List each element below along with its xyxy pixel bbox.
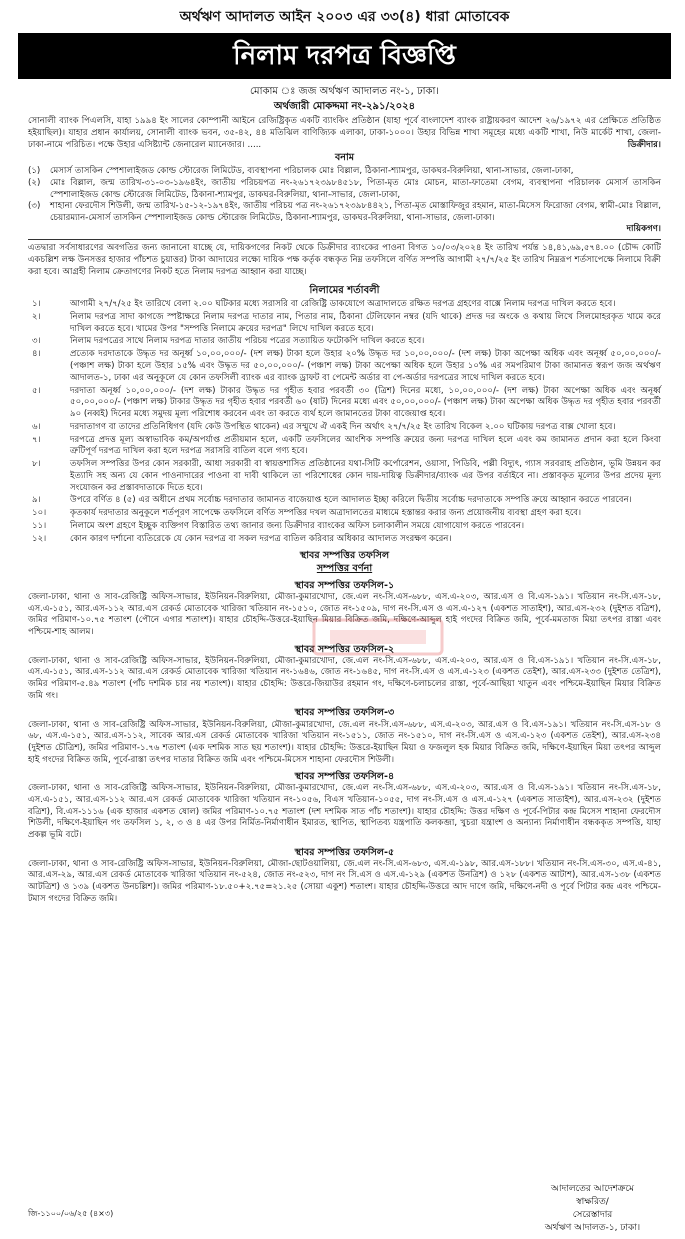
- defendant-number: (২): [28, 177, 41, 188]
- condition-text: তফসিল সম্পত্তির উপর কোন সরকারী, আধা সরকারী বা স্বায়ত্তশাসিত প্রতিষ্ঠানের যথা-সিটি কর্পোরেশন, ওয়াসা, পিডিবি, পল্লী বিদ্যুৎ, গ্যাস সরবরাহ প্রতিষ্ঠান, ভূমি উন্নয়ন কর ইত্যাদি সহ অন্য যে কোন পাওনাদারের পাওনা বা দাবী থাকিলে তা পরিশোধের কোন দায়-দায়িত্ব ডিক্রীদার/ব্যাংক এর উপর বর্তাইবে না। প্রস্তাবকৃত মূল্যের উপর প্রদেয় মূল্য সংযোজন কর প্রস্তাবদাতাকে দিতে হবে।: [70, 459, 661, 493]
- signature-line: স্বাক্ষরিত/: [576, 1197, 609, 1208]
- condition-text: আগামী ২৭/৭/২৫ ইং তারিখে বেলা ২.০০ ঘটিকার মধ্যে সরাসরি বা রেজিষ্ট্রি ডাকযোগে অত্রাদালতে রক্ষিত দরপত্র গ্রহণের বাক্সে নিলাম দরপত্র দাখিল করতে হবে।: [70, 298, 616, 309]
- defendant-item: [28, 166, 661, 178]
- condition-number: ১।: [32, 298, 41, 309]
- signature-block: [520, 1183, 665, 1235]
- condition-number: ৩।: [32, 336, 41, 347]
- condition-text: কৃতকার্য দরদাতার অনুকূলে শর্তপূরণ সাপেক্ষে তফসিলে বর্ণিত সম্পত্তির দখল অত্রাদালতের মাধ্যমে হস্তান্তর করার জন্য প্রয়োজনীয় ব্যবস্থা গ্রহণ করা হবে।: [70, 508, 582, 519]
- condition-number: ৬।: [32, 421, 41, 432]
- conditions-list: [28, 299, 661, 546]
- schedule-text: জেলা-ঢাকা, থানা ও সাব-রেজিষ্ট্রি অফিস-সাভার, ইউনিয়ন-বিরুলিয়া, মৌজা-কুমারখোদা, জে.এল নং-সি.এস-৬৮৮, এস.এ-২০৩, আর.এস ও বি.এস-১৯১। খতিয়ান নং-সি.এস-১৮, এস.এ-১৫১, আর.এস-১১২ আর.এস রেকর্ড মোতাবেক খারিজা খতিয়ান নং-১৬৪৬, জোত নং-১৬৪৫, দাগ নং-সি.এস ও এস.এ-১২৩ (একশত তেইশ), আর.এস-২৩৩ (দুইশত তেত্রিশ), জমির পরিমাণ-৫.৪৯ শতাংশ (পাঁচ দশমিক চার নয় শতাংশ)। যাহার চৌহদ্দি: উত্তরে-জিয়াউর রহমান গং, দক্ষিণে-চলাচলের রাস্তা, পূর্বে-আছিয়া খাতুন এবং পশ্চিমে-ইয়াছিন মিয়ার বিক্রিত জমি গং।: [28, 655, 661, 701]
- defendant-text: শাহানা ফেরদৌস শিউলী, জন্ম তারিখ-১৫-১২-১৯৭৪ইং, জাতীয় পরিচয় পত্র নং-২৬১৭২৩৯৮৪৪২১, পিতা-মৃত মোস্তাফিজুর রহমান, মাতা-মিসেস ফিরোজা বেগম, স্বামী-মোঃ বিল্লাল, চেয়ারম্যান-মেসার্স তাসকিন স্পেশালাইজড কোল্ড স্টোরেজ লিমিটেড, ঠিকানা-শ্যামপুর, ডাকঘর-বিরুলিয়া, থানা-সাভার, জেলা-ঢাকা।: [50, 201, 662, 223]
- condition-text: উপরে বর্ণিত ৪ (৫) এর অধীনে প্রথম সর্বোচ্চ দরদাতার জামানত বাজেয়াপ্ত হলে আদালত ইচ্ছা করিলে দ্বিতীয় সর্বোচ্চ দরদাতাকে সম্পত্তি ক্রয়ে আহ্বান করতে পারবেন।: [70, 495, 632, 506]
- condition-text: নিলাম দরপত্র সাদা কাগজে স্পষ্টাক্ষরে নিলাম দরপত্র দাতার নাম, পিতার নাম, ঠিকানা টেলিফোন নম্বর (যদি থাকে) প্রদত্ত দর অংকে ও কথায় লিখে সিলমোহরকৃত খামে করে দাখিল করতে হবে। খামের উপর "সম্পত্তি নিলামে ক্রয়ের দরপত্র" লিখে দাখিল করতে হবে।: [70, 311, 661, 334]
- condition-item: [28, 336, 661, 348]
- condition-number: ১২।: [32, 534, 47, 545]
- schedule-text: জেলা-ঢাকা, থানা ও সাব-রেজিষ্ট্রি অফিস-সাভার, ইউনিয়ন-বিরুলিয়া, মৌজা-কুমারখোদা, জে.এল নং-সি.এস-৬৮৮, এস.এ-২০৩, আর.এস ও বি.এস-১৯১। খতিয়ান নং-সি.এস-১৮, এস.এ-১৫১, আর.এস-১১২ আর.এস রেকর্ড মোতাবেক খারিজা খতিয়ান নং-১৫১০, জোত নং-১৫০৯, দাগ নং-সি.এস ও এস.এ-১২৭ (একশত সাতাইশ), আর.এস-২৩২ (দুইশত বত্রিশ), জমির পরিমাণ-১০.৭৫ শতাংশ (পৌনে এগার শতাংশ)। যাহার চৌহদ্দি-উত্তরে-ইয়াছিন মিয়ার বিক্রিত জমি, দক্ষিণে-আব্দুল হাই গংদের বিক্রিত জমি, পূর্বে-মমতাজ মিয়া তৎপর রাস্তা এবং পশ্চিমে-শাহ আলম।: [28, 591, 661, 637]
- condition-text: দরদাতা অনূর্ধ্ব ১০,০০,০০০/- (দশ লক্ষ) টাকার উদ্ধৃত দর গৃহীত হবার পরবর্তী ৩০ (ত্রিশ) দিনের মধ্যে, ১০,০০,০০০/- (দশ লক্ষ) টাকা অপেক্ষা অধিক এবং অনূর্ধ্ব ৫০,০০,০০০/- (পঞ্চাশ লক্ষ) টাকার উদ্ধৃত দর গৃহীত হবার পরবর্তী ৬০ (ষাট) দিনের মধ্যে এবং ৫০,০০,০০০/- (পঞ্চাশ লক্ষ) টাকা অপেক্ষা অধিক উদ্ধৃত দর গৃহীত হবার পরবর্তী ৯০ (নব্বই) দিনের মধ্যে সমুদয় মূল্য পরিশোধ করবেন এবং তা করতে ব্যর্থ হলে জামানতের টাকা বাজেয়াপ্ত হবে।: [70, 385, 661, 419]
- schedule-text: জেলা-ঢাকা, থানা ও সাব-রেজিষ্ট্রি অফিস-সাভার, ইউনিয়ন-বিরুলিয়া, মৌজা-ছোটওয়ালিয়া, জে.এল নং-সি.এস-৬৮৩, এস.এ-১৯৮, আর.এস-১৮৮। খতিয়ান নং-সি.এস-৩০, এস.এ-৪১, আর.এস-২৯, আর.এস রেকর্ড মোতাবেক খারিজা খতিয়ান নং-৫২৪, জোত নং-৫২৩, দাগ নং সি.এস ও এস.এ-১২৯ (একশত উনত্রিশ) ও ১২৮ (একশত আটাশ), আর.এস-১৩৮ (একশত আটত্রিশ) ও ১৩৯ (একশত উনচল্লিশ)। জমির পরিমাণ-১৮.৫০+২.৭৫=২১.২৫ (সোয়া একুশ) শতাংশ। যাহার চৌহদ্দি-উত্তরে আদ দাগে জমি, দক্ষিণে-নদী ও পূর্বে পিটার কন্দ্র এবং পশ্চিমে-টমাস গংদের বিক্রিত জমি।: [28, 858, 661, 904]
- schedule-block: [28, 846, 661, 906]
- schedule-heading: স্থাবর সম্পত্তির তফসিল: [299, 549, 390, 561]
- case-number: অর্থজারী মোকদ্দমা নং-২৯১/২০২৪: [273, 100, 416, 112]
- plaintiff-paragraph: [28, 116, 661, 151]
- condition-item: [28, 386, 661, 421]
- condition-item: [28, 349, 661, 384]
- condition-item: [28, 422, 661, 434]
- condition-text: দরপত্রে প্রদত্ত মূল্য অস্বাভাবিক কম/অপর্যাপ্ত প্রতীয়মান হলে, একটি তফসিলের আংশিক সম্পত্তি ক্রয়ের জন্য দরপত্র দাখিল হলে এবং কম জামানত প্রদান করা হলে কিংবা ত্রুটিপূর্ণ দরপত্র দাখিল করা হলে দরপত্র সরাসরি বাতিল বলে গণ্য হবে।: [70, 434, 661, 457]
- condition-item: [28, 495, 661, 507]
- footer-code: জি-১১০০/০৬/২৫ (৪×৩): [28, 1209, 114, 1218]
- page-title: নিলাম দরপত্র বিজ্ঞপ্তি: [18, 33, 671, 79]
- condition-number: ৪।: [32, 349, 41, 360]
- plaintiff-tag: ডিক্রীদার।: [627, 139, 661, 150]
- signature-line: অর্থঋণ আদালত-১, ঢাকা।: [544, 1223, 641, 1234]
- schedule-title: স্থাবর সম্পত্তির তফসিল-৫: [294, 846, 395, 858]
- condition-number: ৫।: [32, 385, 41, 396]
- condition-number: ২।: [32, 311, 41, 322]
- notice-paragraph: এতদ্বারা সর্বসাধারণের অবগতির জন্য জানানো যাচ্ছে যে, দায়িকগণের নিকট থেকে ডিক্রীদার ব্যাংকের পাওনা বিগত ১০/০৩/২০২৪ ইং তারিখ পর্যন্ত ১৪,৪১,৬৯,৫৭৪.০০ (চৌদ্দ কোটি একচল্লিশ লক্ষ উনসত্তর হাজার পাঁচশত চুয়াত্তর) টাকা আদায়ের লক্ষ্যে দায়িক পক্ষ কর্তৃক বন্ধকৃত নিম্ন তফসিলে বর্ণিত সম্পত্তি আগামী ২৭/৭/২৫ ইং তারিখ নিম্নরূপ শর্তসাপেক্ষে নিলামে বিক্রী করা হবে। আগ্রহী নিলাম ক্রেতাগণের নিকট হতে নিলাম দরপত্র আহ্বান করা যাচ্ছে।: [28, 243, 661, 277]
- condition-item: [28, 459, 661, 494]
- condition-number: ৮।: [32, 459, 41, 470]
- schedule-block: [28, 706, 661, 766]
- defendant-item: [28, 178, 661, 201]
- signature-line: সেরেস্তাদার: [572, 1210, 613, 1221]
- condition-text: কোন কারণ দর্শানো ব্যতিরেকে যে কোন দরপত্র বা সকল দরপত্র বাতিল করিবার অধিকার আদালত সংরক্ষণ করেন।: [70, 534, 452, 545]
- signature-line: আদালতের আদেশক্রমে: [550, 1184, 635, 1194]
- defendant-number: (১): [28, 166, 41, 177]
- schedule-title: স্থাবর সম্পত্তির তফসিল-২: [294, 643, 395, 655]
- condition-item: [28, 534, 661, 546]
- condition-item: [28, 521, 661, 533]
- condition-text: নিলাম দরপত্রের সাথে নিলাম দরপত্র দাতার জাতীয় পরিচয় পত্রের সত্যায়িত ফটোকপি দাখিল করতে হবে।: [70, 336, 425, 347]
- schedule-text: জেলা-ঢাকা, থানা ও সাব-রেজিষ্ট্রি অফিস-সাভার, ইউনিয়ন-বিরুলিয়া, মৌজা-কুমারখোদা, জে.এল নং-সি.এস-৬৮৮, এস.এ-২০৩, আর.এস ও বি.এস-১৯১। খতিয়ান নং-সি.এস-১৮, এস.এ-১৫১, আর.এস-১১২ আর.এস রেকর্ড মোতাবেক খারিজা খতিয়ান নং-১০৫৬, বিএস খতিয়ান-১০৫৫, দাগ নং-সি.এস ও এস.এ-১২৭ (একশত সাতাইশ), আর.এস-২৩২ (দুইশত বত্রিশ), বি.এস-১১১৬ (এক হাজার একশত ষোল) জমির পরিমাণ-১০.৭৫ শতাংশ (দশ দশমিক সাত পাঁচ শতাংশ)। যাহার চৌহদ্দি: উত্তর দক্ষিণ ও পূর্বে-পিটার কন্দ্র মিসেস শাহানা ফেরদৌস শিউলী, দক্ষিণে-ইয়াছিন গং তফসিল ১, ২, ৩ ও ৪ এর উপর নির্মিত-নির্মাণাধীন ইমারত, স্থাপিত, স্থাপিতব্য যন্ত্রপাতি কলকব্জা, খুচরা যন্ত্রাংশ ও অন্যান্য নির্মাণাধীন বন্ধককৃত সম্পত্তি, যাহা প্রকল্প ভূমি বটে।: [28, 783, 661, 841]
- defendant-number: (৩): [28, 201, 41, 212]
- schedule-title: স্থাবর সম্পত্তির তফসিল-৪: [294, 771, 395, 783]
- condition-text: নিলামে অংশ গ্রহণে ইচ্ছুক ব্যক্তিগণ বিস্তারিত তথ্য জানার জন্য ডিক্রীদার ব্যাংকের অফিস চলাকালীন সময়ে যোগাযোগ করতে পারবেন।: [70, 521, 525, 532]
- law-reference: অর্থঋণ আদালত আইন ২০০৩ এর ৩৩(৪) ধারা মোতাবেক: [179, 9, 510, 25]
- condition-item: [28, 312, 661, 335]
- condition-item: [28, 435, 661, 458]
- schedule-block: [28, 770, 661, 841]
- condition-item: [28, 299, 661, 311]
- defendant-text: মেসার্স তাসকিন স্পেশালাইজড কোল্ড স্টোরেজ লিমিটেড, ব্যবস্থাপনা পরিচালক মোঃ বিল্লাল, ঠিকানা-শ্যামপুর, ডাকঘর-বিরুলিয়া, থানা-সাভার, জেলা-ঢাকা,: [50, 166, 574, 177]
- schedule-text: জেলা-ঢাকা, থানা ও সাব-রেজিষ্ট্রি অফিস-সাভার, ইউনিয়ন-বিরুলিয়া, মৌজা-কুমারখোদা, জে.এল নং-সি.এস-৬৮৮, এস.এ-২০৩, আর.এস ও বি.এস-১৯১। খতিয়ান নং-সি.এস-১৮ ও ৬৮, এস.এ-১৫১, আর.এস-১১২, সাবেক আর.এস রেকর্ড মোতাবেক খারিজা খতিয়ান নং-১৫১১, জোত নং-১৫১০, দাগ নং-সি.এস ও এস.এ-১২৩ (একশত তেইশ), আর.এস-২৩৪ (দুইশত চৌত্রিশ), জমির পরিমাণ-১.৭৬ শতাংশ (এক দশমিক সাত ছয় শতাংশ)। যাহার চৌহদ্দি: উত্তরে-ইয়াছিন মিয়া ও ফজলুল হক মিয়ার বিক্রিত জমি, দক্ষিণে-ইয়াছিন মিয়া তৎপর আব্দুল হাই গংদের বিক্রিত জমি, পূর্বে-রাস্তা তৎপর দাতার বিক্রিত জমি এবং পশ্চিমে-মিসেস শাহানা ফেরদৌস শিউলী।: [28, 719, 661, 765]
- condition-text: দরদাতাগণ বা তাদের প্রতিনিধিগণ (যদি কেউ উপস্থিত থাকেন) এর সম্মুখে ঐ একই দিন অর্থাৎ ২৭/৭/২৫ ইং তারিখ বিকেল ২.০০ ঘটিকায় দরপত্র বাক্স খোলা হবে।: [70, 421, 616, 432]
- condition-number: ১০।: [32, 508, 47, 519]
- schedule-title: স্থাবর সম্পত্তির তফসিল-৩: [294, 707, 395, 719]
- court-name: মোকাম ঃ জজ অর্থঋণ আদালত নং-১, ঢাকা।: [249, 86, 439, 98]
- defendant-list: [28, 166, 661, 224]
- schedule-subheading: সম্পত্তির বর্ণনা: [316, 562, 373, 574]
- plaintiff-text: সোনালী ব্যাংক পিএলসি, যাহা ১৯৯৪ ইং সালের কোম্পানী আইনে রেজিষ্ট্রিকৃত একটি ব্যাংকিং প্রতিষ্ঠান (যাহা পূর্বে বাংলাদেশ ব্যাংক রাষ্ট্রায়করণ আদেশ ২৬/১৯৭২ এর প্রেক্ষিতে প্রতিষ্ঠিত হইয়াছিল)। যাহার প্রধান কার্যালয়, সোনালী ব্যাংক ভবন, ৩৫-৪২, ৪৪ মতিঝিল বাণিজ্যিক এলাকা, ঢাকা-১০০০। উহার বিভিন্ন শাখা সমূহের মধ্যে একটি শাখা, নিউ মার্কেট শাখা, জেলা-ঢাকা-নামে পরিচিত। পক্ষে উহার এসিষ্ট্যান্ট জেনারেল ম্যানেজার। .....: [28, 116, 661, 150]
- condition-number: ৭।: [32, 434, 41, 445]
- condition-number: ১১।: [32, 521, 47, 532]
- schedule-title: স্থাবর সম্পত্তির তফসিল-১: [294, 579, 395, 591]
- defendant-item: [28, 201, 661, 224]
- conditions-title: নিলামের শর্তাবলী: [309, 285, 380, 297]
- defendants-tag: দায়িকগণ।: [626, 223, 661, 234]
- condition-text: প্রত্যেক দরদাতাকে উদ্ধৃত দর অনূর্ধ্ব ১০,০০,০০০/- (দশ লক্ষ) টাকা হলে উহার ২০% উদ্ধৃত দর ১০,০০,০০০/- (দশ লক্ষ) টাকা অপেক্ষা অধিক এবং অনূর্ধ্ব ৫০,০০,০০০/- (পঞ্চাশ লক্ষ) টাকা হলে উহার ১৫% এবং উদ্ধৃত দর ৫০,০০,০০০/- (পঞ্চাশ লক্ষ) টাকা অপেক্ষা অধিক হলে উহার ১০% এর সমপরিমাণ টাকা জামানত স্বরূপ জজ অর্থঋণ আদালত-১, ঢাকা এর অনুকূলে যে কোন তফসিলী ব্যাংক এর ব্যাংক ড্রাফট বা পেমেন্ট অর্ডার বা পে-অর্ডার দরপত্রের সাথে দাখিল করতে হবে।: [70, 349, 661, 383]
- divider: [28, 239, 661, 240]
- defendant-text: মোঃ বিল্লাল, জন্ম তারিখ-৩১-০৩-১৯৬৪ইং, জাতীয় পরিচয়পত্র নং-২৬১৭২৩৯৮৪৫১৮, পিতা-মৃত মোঃ মোচন, মাতা-ফাতেমা বেগম, ব্যবস্থাপনা পরিচালক মেসার্স তাসকিন স্পেশালাইজড কোল্ড স্টোরেজ লিমিটেড, ঠিকানা-শ্যামপুর, ডাকঘর-বিরুলিয়া, থানা-সাভার, জেলা-ঢাকা,: [50, 177, 661, 200]
- versus-label: বনাম: [335, 152, 354, 164]
- faint-stamp-mark: [308, 612, 448, 662]
- condition-number: ৯।: [32, 495, 41, 506]
- condition-item: [28, 508, 661, 520]
